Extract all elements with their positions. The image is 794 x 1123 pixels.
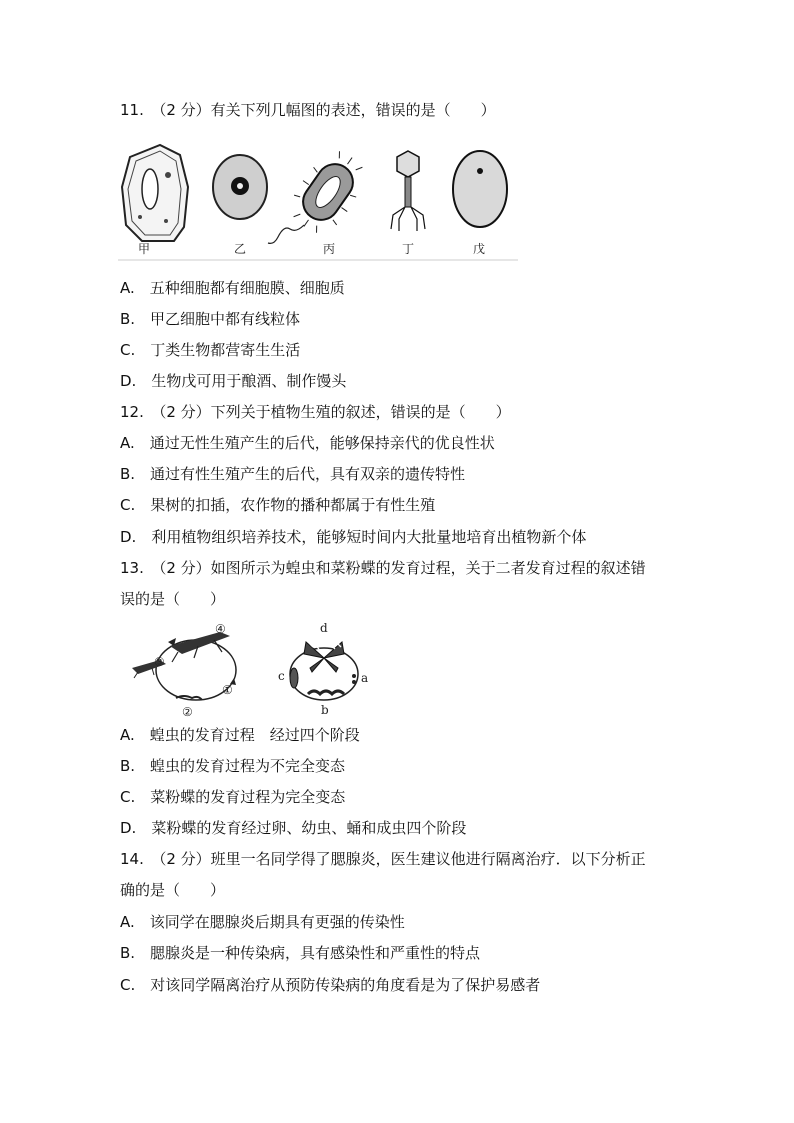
locust-label-2: ② — [182, 705, 193, 719]
bacterium-icon — [268, 142, 374, 243]
plant-cell-icon — [122, 145, 188, 241]
figure-label-bing: 丙 — [323, 242, 336, 256]
q11-option-d: D. 生物戊可用于酿酒、制作馒头 — [120, 372, 347, 390]
figure-label-ding: 丁 — [402, 242, 415, 256]
q13-option-a: A. 蝗虫的发育过程 经过四个阶段 — [120, 726, 360, 744]
q11-figure — [118, 137, 518, 263]
q13-option-c: C. 菜粉蝶的发育过程为完全变态 — [120, 788, 346, 806]
butterfly-eggs-icon — [352, 674, 356, 684]
q14-option-a: A. 该同学在腮腺炎后期具有更强的传染性 — [120, 913, 405, 931]
caterpillar-icon — [308, 691, 344, 694]
q12-option-a: A. 通过无性生殖产生的后代，能够保持亲代的优良性状 — [120, 434, 495, 452]
animal-cell-icon — [213, 155, 267, 219]
locust-label-3: ③ — [154, 655, 165, 669]
butterfly-label-a: a — [361, 671, 369, 685]
q12-option-d: D. 利用植物组织培养技术，能够短时间内大批量地培育出植物新个体 — [120, 528, 587, 546]
butterfly-label-d: d — [320, 621, 328, 635]
q13-stem-line1: 13. （2 分）如图所示为蝗虫和菜粉蝶的发育过程，关于二者发育过程的叙述错 — [120, 559, 646, 577]
locust-cycle-diagram — [132, 622, 236, 719]
q11-option-a: A. 五种细胞都有细胞膜、细胞质 — [120, 279, 345, 297]
q14-option-c: C. 对该同学隔离治疗从预防传染病的角度看是为了保护易感者 — [120, 976, 541, 994]
q13-figure — [118, 618, 378, 720]
butterfly-cycle-diagram — [278, 621, 368, 717]
q14-stem-line2: 确的是（ ） — [120, 881, 226, 899]
butterfly-label-b: b — [321, 703, 329, 717]
q11-option-c: C. 丁类生物都营寄生生活 — [120, 341, 301, 359]
q11-stem: 11. （2 分）有关下列几幅图的表述，错误的是（ ） — [120, 101, 496, 119]
figure-label-wu: 戊 — [473, 242, 486, 256]
butterfly-label-c: c — [278, 669, 285, 683]
q13-option-b: B. 蝗虫的发育过程为不完全变态 — [120, 757, 346, 775]
q11-option-b: B. 甲乙细胞中都有线粒体 — [120, 310, 301, 328]
figure-label-jia: 甲 — [138, 242, 151, 256]
locust-label-4: ④ — [215, 622, 226, 636]
q13-option-d: D. 菜粉蝶的发育经过卵、幼虫、蛹和成虫四个阶段 — [120, 819, 467, 837]
locust-label-1: ① — [222, 683, 233, 697]
yeast-cell-icon — [453, 151, 507, 227]
q12-stem: 12. （2 分）下列关于植物生殖的叙述，错误的是（ ） — [120, 403, 511, 421]
q12-option-c: C. 果树的扣插，农作物的播种都属于有性生殖 — [120, 496, 436, 514]
butterfly-adult-icon — [304, 642, 344, 672]
bacteriophage-icon — [391, 151, 425, 231]
q14-stem-line1: 14. （2 分）班里一名同学得了腮腺炎，医生建议他进行隔离治疗．以下分析正 — [120, 850, 646, 868]
q12-option-b: B. 通过有性生殖产生的后代，具有双亲的遗传特性 — [120, 465, 466, 483]
figure-label-yi: 乙 — [234, 242, 247, 256]
pupa-icon — [290, 668, 298, 688]
q14-option-b: B. 腮腺炎是一种传染病，具有感染性和严重性的特点 — [120, 944, 481, 962]
q13-stem-line2: 误的是（ ） — [120, 590, 226, 608]
